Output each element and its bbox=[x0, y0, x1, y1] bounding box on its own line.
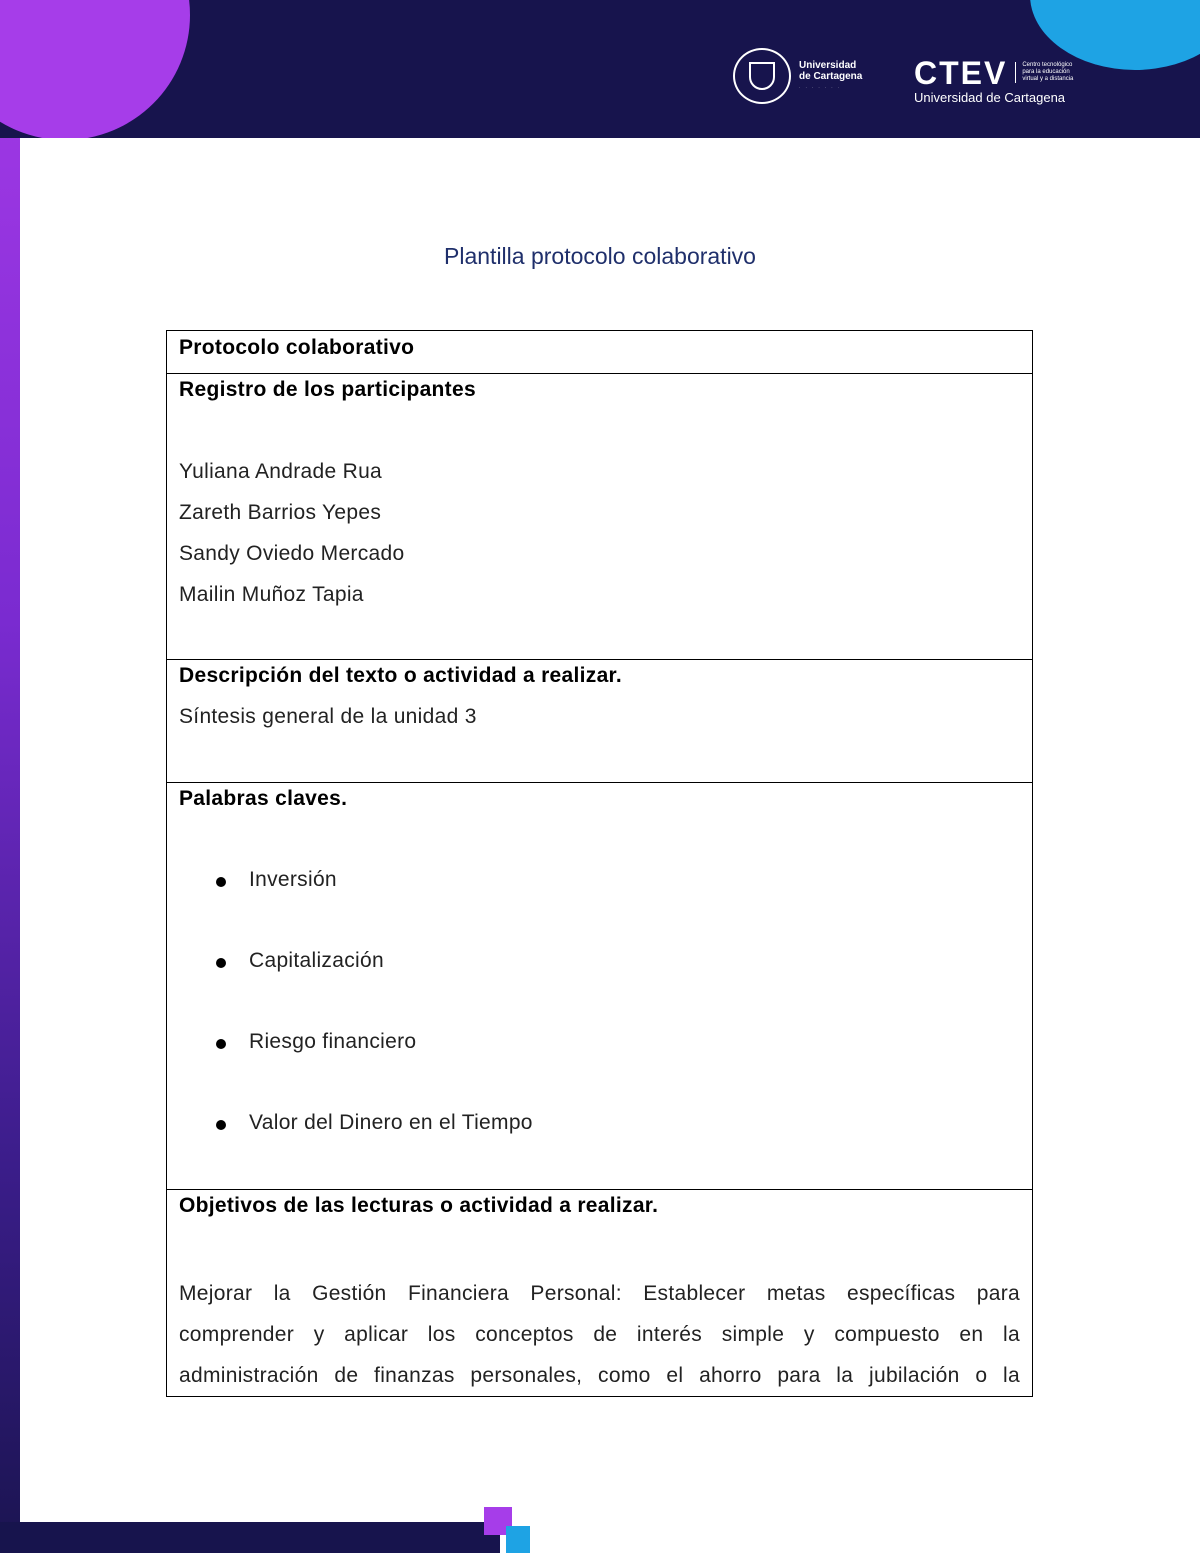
participant-name: Yuliana Andrade Rua bbox=[179, 460, 383, 483]
university-logo bbox=[733, 48, 865, 104]
ctev-subtitle: Universidad de Cartagena bbox=[914, 90, 1066, 105]
blue-square-decoration bbox=[506, 1526, 530, 1553]
list-item: Valor del Dinero en el Tiempo bbox=[179, 1108, 1020, 1178]
keywords-heading: Palabras claves. bbox=[179, 787, 348, 810]
footer-page-edge bbox=[500, 1522, 1200, 1553]
protocol-table bbox=[166, 330, 1033, 1397]
header-banner bbox=[0, 0, 1200, 138]
ctev-tagline: Centro tecnológico para la educación virtual y a distancia bbox=[1015, 62, 1082, 83]
purple-circle-decoration bbox=[0, 0, 190, 138]
list-item: Inversión bbox=[179, 865, 1020, 946]
crest-icon bbox=[733, 48, 791, 104]
protocol-heading: Protocolo colaborativo bbox=[179, 336, 415, 359]
table-row bbox=[167, 331, 1033, 374]
left-gradient-strip bbox=[0, 0, 20, 1553]
participant-name: Sandy Oviedo Mercado bbox=[179, 542, 405, 565]
university-logo-text: Universidad de Cartagena · · · · · · · bbox=[799, 59, 863, 90]
participant-name: Zareth Barrios Yepes bbox=[179, 501, 382, 524]
table-row bbox=[167, 1190, 1033, 1397]
objectives-line: administración de finanzas personales, como el ahorro para la jubilación o la bbox=[179, 1364, 1020, 1387]
document-title: Plantilla protocolo colaborativo bbox=[444, 243, 756, 269]
description-heading: Descripción del texto o actividad a realizar. bbox=[179, 664, 622, 687]
participant-name: Mailin Muñoz Tapia bbox=[179, 583, 364, 606]
table-row bbox=[167, 374, 1033, 660]
description-text: Síntesis general de la unidad 3 bbox=[179, 705, 477, 728]
participants-heading: Registro de los participantes bbox=[179, 378, 476, 401]
objectives-heading: Objetivos de las lecturas o actividad a realizar. bbox=[179, 1194, 659, 1217]
table-row bbox=[167, 783, 1033, 1190]
ctev-logo bbox=[914, 55, 1082, 105]
list-item: Riesgo financiero bbox=[179, 1027, 1020, 1108]
ctev-wordmark: CTEV bbox=[914, 55, 1008, 91]
footer-bar bbox=[0, 1522, 500, 1553]
objectives-line: comprender y aplicar los conceptos de interés simple y compuesto en la bbox=[179, 1323, 1020, 1346]
list-item: Capitalización bbox=[179, 946, 1020, 1027]
table-row bbox=[167, 660, 1033, 783]
keywords-list bbox=[179, 865, 1020, 1178]
objectives-line: Mejorar la Gestión Financiera Personal: Establecer metas específicas para bbox=[179, 1282, 1020, 1305]
